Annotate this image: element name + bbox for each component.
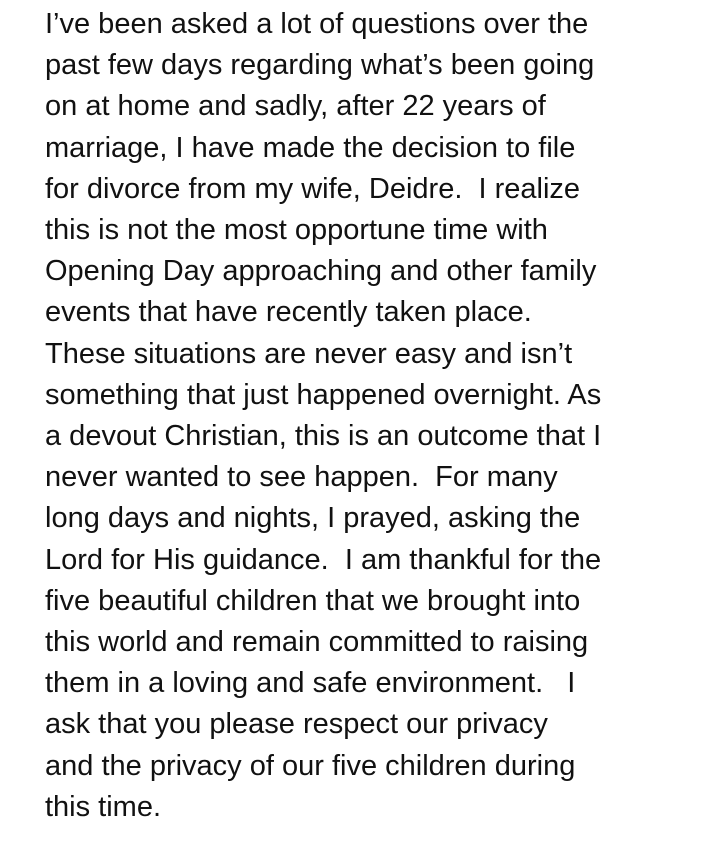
statement-line: ask that you please respect our privacy [45, 708, 548, 741]
statement-line: this is not the most opportune time with [45, 214, 548, 247]
statement-line: I’ve been asked a lot of questions over the [45, 8, 589, 40]
statement-line: These situations are never easy and isn’t [45, 337, 573, 370]
statement-line: a devout Christian, this is an outcome that I [45, 420, 602, 453]
statement-line: marriage, I have made the decision to file [45, 131, 576, 164]
statement-line: for divorce from my wife, Deidre. I realize [45, 172, 581, 205]
statement-line: five beautiful children that we brought into [45, 584, 581, 617]
statement-line: on at home and sadly, after 22 years of [45, 90, 546, 123]
statement-line: never wanted to see happen. For many [45, 461, 558, 494]
statement-line: and the privacy of our five children during [45, 749, 576, 782]
statement-line: this time. [45, 790, 162, 823]
statement-line: something that just happened overnight. As [45, 378, 602, 411]
statement-line: them in a loving and safe environment. I [45, 667, 576, 700]
statement-line: Lord for His guidance. I am thankful for the [45, 543, 602, 576]
statement-line: events that have recently taken place. [45, 296, 532, 329]
statement-line: long days and nights, I prayed, asking the [45, 502, 581, 535]
statement-text [45, 4, 715, 828]
statement-line: this world and remain committed to raising [45, 626, 589, 659]
statement-line: past few days regarding what’s been going [45, 49, 595, 82]
statement-line: Opening Day approaching and other family [45, 255, 597, 288]
